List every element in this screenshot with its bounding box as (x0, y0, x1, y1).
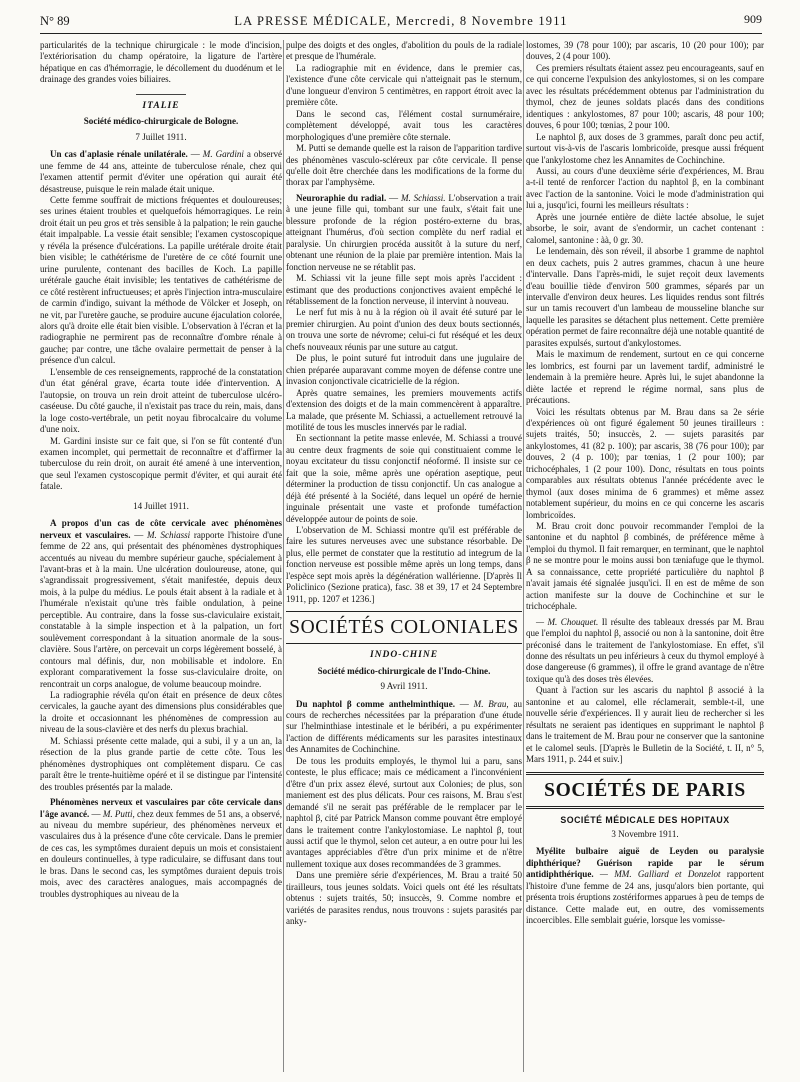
paragraph: M. Putti se demande quelle est la raison de l'apparition tardive des phénomènes vasculo-scléreux par côte cervicale. Il pense qu'elle doit être cherchée dans les modifications de la forme du thorax par l'amphysème. (286, 143, 522, 188)
separator (136, 94, 186, 95)
article-paragraph: — M. Chouquet. Il résulte des tableaux dressés par M. Brau que l'emploi du naphtol β, associé ou non à la santonine, doit être préconisé dans le traitement de l'ankylostomiase. En effet, s'il donne des résultats un peu inférieurs à ceux du thymol employé à dose dangereuse (6 grammes), il offre le grand avantage de n'être toxique qu'à des doses très élevées. (526, 616, 764, 684)
article-title: Myélite bulbaire aiguë de Leyden ou paralysie diphthérique? Guérison rapide par le sérum antidiphthérique. (526, 846, 764, 880)
paragraph: Après une journée entière de diète lactée absolue, le sujet absorbe, le soir, avant de s'endormir, un cachet contenant : calomel, santonine : àà, 0 gr. 30. (526, 211, 764, 245)
paragraph: M. Gardini insiste sur ce fait que, si l'on se fût contenté d'un examen incomplet, qui permettait de reconnaître et d'affirmer la tuberculose du rein droit, on aurait été amené à une intervention, que seul l'examen cystoscopique permit d'éviter, et qui aurait été fatale. (40, 435, 282, 492)
paragraph: M. Schiassi présente cette malade, qui a subi, il y a un an, la résection de la plus grande partie de cette côte. Tous les phénomènes dystrophiques ont complètement disparu. Ce cas paraît être le trente-huitième opéré et il se distingue par l'intensité des troubles présentés par la malade. (40, 735, 282, 792)
paragraph: M. Brau croit donc pouvoir recommander l'emploi de la santonine et du naphtol β combinés, de préférence même à l'emploi du thymol. Il fait remarquer, en terminant, que le naphtol β ne se montre pour le moins aussi bon tæniafuge que le thymol. A sa connaissance, cette propriété particulière du naphtol β n'avait jamais été signalée jusqu'ici. Il en est de même de son action manifeste sur la douve de Cochinchine et sur le trichocéphale. (526, 521, 764, 612)
section-banner: SOCIÉTÉS DE PARIS (526, 772, 764, 809)
article-paragraph: Du naphtol β comme anthelminthique. — M. Brau, au cours de recherches nécessitées par la préparation d'une étude sur l'helminthiase intestinale et le béribéri, a pu expérimenter l'action de différents médicaments sur les parasites intestinaux des Annamites de Cochinchine. (286, 698, 522, 755)
column-2 (286, 40, 522, 1072)
paragraph: Dans le second cas, l'élément costal surnuméraire, complètement développé, avait tous les caractères morphologiques d'une première côte sternale. (286, 108, 522, 142)
paragraph: Mais le maximum de rendement, surtout en ce qui concerne les lombrics, est fourni par un lavement tardif, administré le lendemain à la première heure. Après lui, le sujet abandonne la diète lactée et reprend le régime normal, sans plus de précautions. (526, 349, 764, 406)
article-paragraph: A propos d'un cas de côte cervicale avec phénomènes nerveux et vasculaires. — M. Schiassi rapporte l'histoire d'une femme de 22 ans, qui présentait des phénomènes dystrophiques accentués au niveau du membre supérieur gauche, spécialement à l'avant-bras et à la main. Une ulcération douloureuse, atone, qui s'agrandissait progressivement, s'était manifestée, depuis deux mois, à la pulpe du médius. Le pouls était absent à la radiale et à l'humérale n'existait qu'une très faible ondulation, à peine perceptible. Au contraire, dans la fosse sus-claviculaire existait, constatable à la simple inspection et à la palpation, un fort soulèvement correspondant à la situation anormale de la sous-clavière. Sous l'artère, on percevait un corps légèrement bosselé, à contours mal définis, dur, non mobilisable et indolore. En explorant comparativement la fosse sus-claviculaire droite, on rencontrait un corps analogue, de volume beaucoup moindre. (40, 518, 282, 689)
article-title: Phénomènes nerveux et vasculaires par côte cervicale dans l'âge avancé. (40, 797, 282, 819)
paragraph: La radiographie mit en évidence, dans le premier cas, l'existence d'une côte cervicale qui n'atteignait pas le sternum, d'une longueur d'environ 5 centimètres, en rapport étroit avec la première côte. (286, 62, 522, 108)
article-paragraph: Myélite bulbaire aiguë de Leyden ou paralysie diphthérique? Guérison rapide par le sérum antidiphthérique. — MM. Galliard et Donzelot rapportent l'histoire d'une femme de 24 ans, jusqu'alors bien portante, qui présenta trois éruptions zostériformes apparues à peu de temps de distance. Cette malade eut, en outre, des vomissements incoercibles. Elle semblait guérie, lorsque les vomisse- (526, 846, 764, 926)
article-title: Un cas d'aplasie rénale unilatérale. (50, 149, 188, 160)
society-heading: Société médico-chirurgicale de l'Indo-Chine. (317, 665, 491, 676)
society-heading: Société médico-chirurgicale de Bologne. (83, 116, 239, 127)
article-author: M. Gardini (202, 149, 244, 160)
paragraph: La radiographie révéla qu'on était en présence de deux côtes cervicales, la gauche ayant des dimensions plus considérables que la droite et occasionnant les phénomènes de compression au niveau de la sous-clavière et des nerfs du plexus brachial. (40, 690, 282, 735)
paragraph: Ces premiers résultats étaient assez peu encourageants, sauf en ce qui concerne l'expulsion des ankylostomes, si on les compare avec les résultats précédemment obtenus par l'administration du thymol, chez de jeunes soldats placés dans des conditions identiques : ankylostomes, 87 pour 100; ascaris, 48 pour 100; douves, 6 pour 100; tœnias, 2 pour 100. (526, 62, 764, 131)
paragraph: lostomes, 39 (78 pour 100); par ascaris, 10 (20 pour 100); par douves, 2 (4 pour 100). (526, 40, 764, 62)
paragraph: Quant à l'action sur les ascaris du naphtol β associé à la santonine et au calomel, elle réclamerait, semble-t-il, une nouvelle série d'expériences. Il y aurait lieu de rechercher si les résultats ne seraient pas identiques en supprimant le naphtol β dans le traitement de M. Brau pour ne conserver que la santonine et le calomel seuls. [D'après le Bulletin de la Société, t. II, n° 5, Mars 1911, p. 244 et suiv.] (526, 685, 764, 765)
article-author: M. Schiassi (146, 529, 191, 540)
article-author: — MM. Galliard et Donzelot (599, 869, 721, 880)
section-banner: SOCIÉTÉS COLONIALES (286, 611, 522, 644)
paragraph: Le lendemain, dès son réveil, il absorbe 1 gramme de naphtol en deux cachets, puis 2 autres grammes, chacun à une heure d'intervalle. Dans l'après-midi, le sujet reçoit deux lavements d'eau bouillie tiède d'environ 500 grammes, séparés par un intervalle d'environ deux heures. Les liquides rendus sont filtrés sur un tamis recouvert d'un lambeau de mousseline blanche sur laquelle les parasites se détachent plus nettement. Cette première opération permet de faire reconnaître déjà une notable quantité de parasites expulsés, surtout d'ankylostomes. (526, 246, 764, 348)
paragraph: L'ensemble de ces renseignements, rapproché de la constatation d'un état général grave, écarta toute idée d'intervention. A l'autopsie, on trouva un rein droit atteint de tuberculose ulcéro-caséeuse. Du côté gauche, il n'existait pas trace du rein, mais, dans la loge costo-vertébrale, un petit noyau fibrocalcaire du volume d'une noix. (40, 366, 282, 435)
page-number: 909 (744, 12, 762, 26)
article-paragraph: Un cas d'aplasie rénale unilatérale. — M. Gardini a observé une femme de 44 ans, atteinte de tuberculose rénale, chez qui l'examen attentif permit d'éviter une opération qui aurait été désastreuse, puisque le rein malade était unique. (40, 149, 282, 194)
issue-number: N° 89 (40, 14, 70, 28)
paragraph: De plus, le point suturé fut introduit dans une jugulaire de chien préparée auparavant comme moyen de défense contre une invasion conjonctivale cicatricielle de la région. (286, 353, 522, 387)
column-separator (283, 40, 284, 1072)
page-header (40, 14, 762, 30)
article-title: Neuroraphie du radial. (296, 192, 387, 203)
column-3 (526, 40, 764, 1072)
article-paragraph: Neuroraphie du radial. — M. Schiassi. L'observation a trait à une jeune fille qui, tombant sur une faulx, s'était fait une blessure profonde de la région postéro-externe du bras, atteignant l'humérus, d'où section complète du nerf radial et paralysie. Un chirurgien procéda aussitôt à la suture du nerf, obtenant une réunion de la plaie par première intention. Mais la fonction nerveuse ne se rétablit pas. (286, 192, 522, 272)
paragraph: pulpe des doigts et des ongles, d'abolition du pouls de la radiale et presque de l'humérale. (286, 40, 522, 62)
article-author: — M. Chouquet. (536, 616, 599, 627)
paragraph: Dans une première série d'expériences, M. Brau a traité 50 tirailleurs, tous jeunes soldats. Voici quels ont été les résultats obtenus : sujets traités, 50; insuccès, 9. Comme nombre et variétés de parasites rendus, nous trouvons : sujets parasités par anky- (286, 870, 522, 927)
session-date: 14 Juillet 1911. (133, 500, 189, 511)
session-date: 3 Novembre 1911. (611, 829, 679, 839)
paragraph: Le naphtol β, aux doses de 3 grammes, paraît donc peu actif, surtout vis-à-vis de l'ascaris lombricoïde, presque aussi fréquent que l'ankylostome chez les Annamites de Cochinchine. (526, 131, 764, 165)
header-rule (40, 33, 762, 34)
article-author: M. Schiassi. (400, 192, 446, 203)
article-paragraph: Phénomènes nerveux et vasculaires par côte cervicale dans l'âge avancé. — M. Putti, chez deux femmes de 51 ans, a observé, au niveau du membre supérieur, des phénomènes nerveux et vasculaires dus à la présence d'une côte cervicale. Dans le premier de ces cas, les symptômes duraient depuis un mois et consistaient en douleurs continuelles, à type radiculaire, se diffusant dans tout le bras. Dans le second cas, les symptômes duraient depuis trois mois, avec des caractères analogues, mais accompagnés de troubles dystrophiques au niveau de la (40, 797, 282, 899)
article-author: M. Putti, (102, 808, 135, 819)
session-date: 9 Avril 1911. (380, 681, 428, 692)
paragraph: Cette femme souffrait de mictions fréquentes et douloureuses; ses urines étaient troubles et quelquefois hémorragiques. Le rein droit était un peu gros et très sensible à la palpation; le rein gauche était impalpable. La vessie était sensible; l'examen cystoscopique y révéla la présence d'ulcérations. La papille urétérale droite était bien visible; le cathétérisme de l'uretère de ce côté fournit une urine purulente, contenant des bacilles de Koch. La papille urétérale gauche était invisible; les tentatives de cathétérisme de ce côté restèrent infructueuses; et après l'injection intra-musculaire de carmin d'indigo, suivant la méthode de Völcker et Joseph, on ne vit, par l'uretère gauche, se produire aucune éjaculation colorée, alors qu'à droite elle était bien visible. L'observation à l'écran et la radiographie ne permirent pas de reconnaître d'ombre rénale à gauche; par contre, une tâche ovalaire permettait de penser à la présence d'un calcul. (40, 194, 282, 366)
journal-title: LA PRESSE MÉDICALE, Mercredi, 8 Novembre 1911 (234, 14, 568, 28)
section-heading: ITALIE (142, 100, 180, 111)
paragraph: particularités de la technique chirurgicale : le mode d'incision, l'extériorisation du champ opératoire, la ligature de l'artère hépatique en cas d'hémorragie, le décollement du duodénum et le drainage des grandes voies biliaires. (40, 40, 282, 85)
session-date: 7 Juillet 1911. (135, 131, 187, 142)
paragraph: Le nerf fut mis à nu à la région où il avait été suturé par le premier chirurgien. Au point d'union des deux bouts sectionnés, on trouva une sorte de névrome; celui-ci fut réséqué et les deux chefs nouveaux réunis par une suture au catgut. (286, 307, 522, 352)
section-heading: INDO-CHINE (369, 650, 439, 661)
paragraph: De tous les produits employés, le thymol lui a paru, sans conteste, le plus efficace; mais ce médicament a l'inconvénient d'être d'un prix assez élevé, surtout aux Colonies; de plus, son maniement est des plus délicats. Pour ces raisons, M. Brau s'est demandé s'il ne serait pas préférable de le remplacer par le naphtol β, cité par Patrick Manson comme pouvant être employé dans le traitement contre l'ankylostomiase. Le naphtol β, tout aussi actif que le thymol, selon cet auteur, a en outre pour lui les avantages appréciables d'être d'un prix minime et de n'être nullement toxique aux doses recommandées de 3 grammes. (286, 755, 522, 869)
paragraph: L'observation de M. Schiassi montre qu'il est préférable de faire les sutures nerveuses avec une substance résorbable. De plus, elle permet de constater que la restitutio ad integrum de la fonction nerveuse est possible même après un long temps, dans l'espèce sept mois après la dégénération wallérienne. [D'après Il Policlinico (Sezione pratica), fasc. 38 et 39, 17 et 24 Septembre 1911, pp. 1207 et 1236.] (286, 525, 522, 604)
article-title: Du naphtol β comme anthelminthique. (296, 698, 455, 709)
article-title: A propos d'un cas de côte cervicale avec phénomènes nerveux et vasculaires. (40, 518, 282, 540)
article-author: M. Brau, (473, 698, 509, 709)
paragraph: Aussi, au cours d'une deuxième série d'expériences, M. Brau a-t-il tenté de renforcer l'action du naphtol β, en la combinant avec l'action de la santonine. Voici le mode d'administration qui lui a, jusqu'ici, fourni les meilleurs résultats : (526, 165, 764, 211)
society-heading: SOCIÉTÉ MÉDICALE DES HOPITAUX (560, 814, 730, 825)
paragraph: Voici les résultats obtenus par M. Brau dans sa 2e série d'expériences où ont figuré également 50 jeunes tirailleurs : sujets traités, 50; insuccès, 2. — sujets parasités par ankylostomes, 41 (82 p. 100); par ascaris, 38 (76 pour 100); par douves, 2 (4 p. 100); par tœnias, 1 (2 pour 100); par trichocéphales, 1 (2 pour 100). Donc, résultats en tous points comparables aux résultats obtenus l'année précédente avec le thymol (aux doses minima de 6 grammes) et même assez notablement supérieur, du moins en ce qui concerne les ascaris lombricoïdes. (526, 406, 764, 520)
paragraph: En sectionnant la petite masse enlevée, M. Schiassi a trouvé au centre deux fragments de soie qui constituaient comme le noyau excitateur du tissu conjonctif néoformé. Il insiste sur ce fait que la soie, même après une opération aseptique, peut déterminer la production de tissu conjonctif. Un cas analogue a déjà été présenté à la Société, dans lequel un opéré de hernie inguinale présentait une vaste et profonde tuméfaction développée autour de points de soie. (286, 433, 522, 524)
column-1 (40, 40, 282, 1072)
paragraph: M. Schiassi vit la jeune fille sept mois après l'accident : estimant que des productions conjonctives avaient empêché le rétablissement de la fonction nerveuse, il intervint à nouveau. (286, 273, 522, 306)
column-separator (523, 40, 524, 1072)
paragraph: Après quatre semaines, les premiers mouvements actifs d'extension des doigts et de la main commencèrent à apparaître. La malade, que présente M. Schiassi, a actuellement retrouvé la motilité de tous les muscles innervés par le radial. (286, 387, 522, 432)
